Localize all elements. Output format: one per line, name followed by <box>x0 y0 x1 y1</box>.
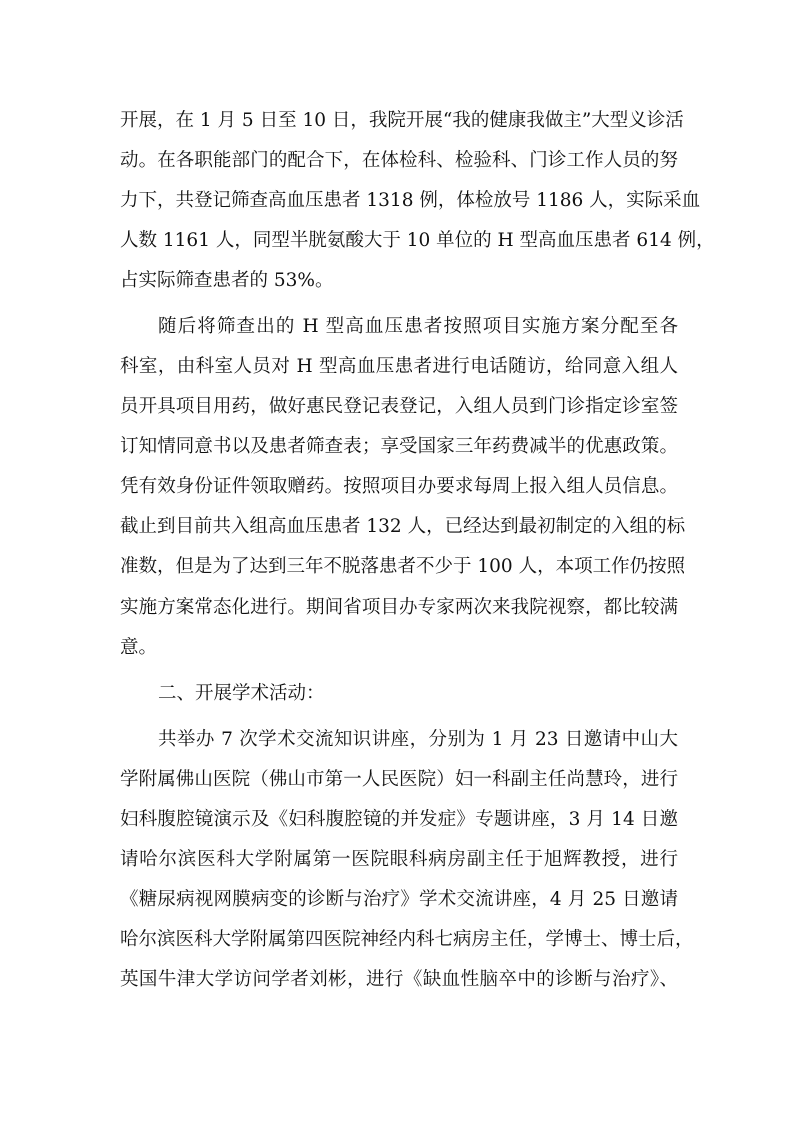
paragraph2-line-2: 科室，由科室人员对 H 型高血压患者进行电话随访，给同意入组人 <box>120 356 678 377</box>
paragraph3-line-5: 《糖尿病视网膜病变的诊断与治疗》学术交流讲座，4 月 25 日邀请 <box>120 889 678 910</box>
paragraph1-line-2: 动。在各职能部门的配合下，在体检科、检验科、门诊工作人员的努 <box>120 150 678 171</box>
paragraph2-line-5: 凭有效身份证件领取赠药。按照项目办要求每周上报入组人员信息。 <box>120 476 678 497</box>
paragraph2-line-8: 实施方案常态化进行。期间省项目办专家两次来我院视察，都比较满 <box>120 597 678 618</box>
paragraph1-line-4: 人数 1161 人，同型半胱氨酸大于 10 单位的 H 型高血压患者 614 例， <box>120 230 715 251</box>
paragraph1-line-3: 力下，共登记筛查高血压患者 1318 例，体检放号 1186 人，实际采血 <box>120 190 701 211</box>
paragraph3-line-3: 妇科腹腔镜演示及《妇科腹腔镜的并发症》专题讲座，3 月 14 日邀 <box>120 809 678 830</box>
paragraph2-line-6: 截止到目前共入组高血压患者 132 人，已经达到最初制定的入组的标 <box>120 516 686 537</box>
section-heading: 二、开展学术活动： <box>158 683 325 704</box>
paragraph1-line-5: 占实际筛查患者的 53%。 <box>120 270 334 291</box>
paragraph1-line-1: 开展，在 1 月 5 日至 10 日，我院开展“我的健康我做主”大型义诊活 <box>120 110 684 131</box>
paragraph3-line-2: 学附属佛山医院（佛山市第一人民医院）妇一科副主任尚慧玲，进行 <box>120 769 678 790</box>
paragraph3-line-7: 英国牛津大学访问学者刘彬，进行《缺血性脑卒中的诊断与治疗》、 <box>120 969 678 990</box>
paragraph2-line-4: 订知情同意书以及患者筛查表；享受国家三年药费减半的优惠政策。 <box>120 436 678 457</box>
paragraph2-line-1: 随后将筛查出的 H 型高血压患者按照项目实施方案分配至各 <box>158 316 678 337</box>
paragraph2-line-3: 员开具项目用药，做好惠民登记表登记，入组人员到门诊指定诊室签 <box>120 396 678 417</box>
paragraph3-line-6: 哈尔滨医科大学附属第四医院神经内科七病房主任，学博士、博士后， <box>120 929 694 950</box>
paragraph2-line-9: 意。 <box>120 637 158 658</box>
paragraph2-line-7: 准数，但是为了达到三年不脱落患者不少于 100 人，本项工作仍按照 <box>120 556 686 577</box>
paragraph3-line-1: 共举办 7 次学术交流知识讲座，分别为 1 月 23 日邀请中山大 <box>158 729 678 750</box>
paragraph3-line-4: 请哈尔滨医科大学附属第一医院眼科病房副主任于旭辉教授，进行 <box>120 849 678 870</box>
